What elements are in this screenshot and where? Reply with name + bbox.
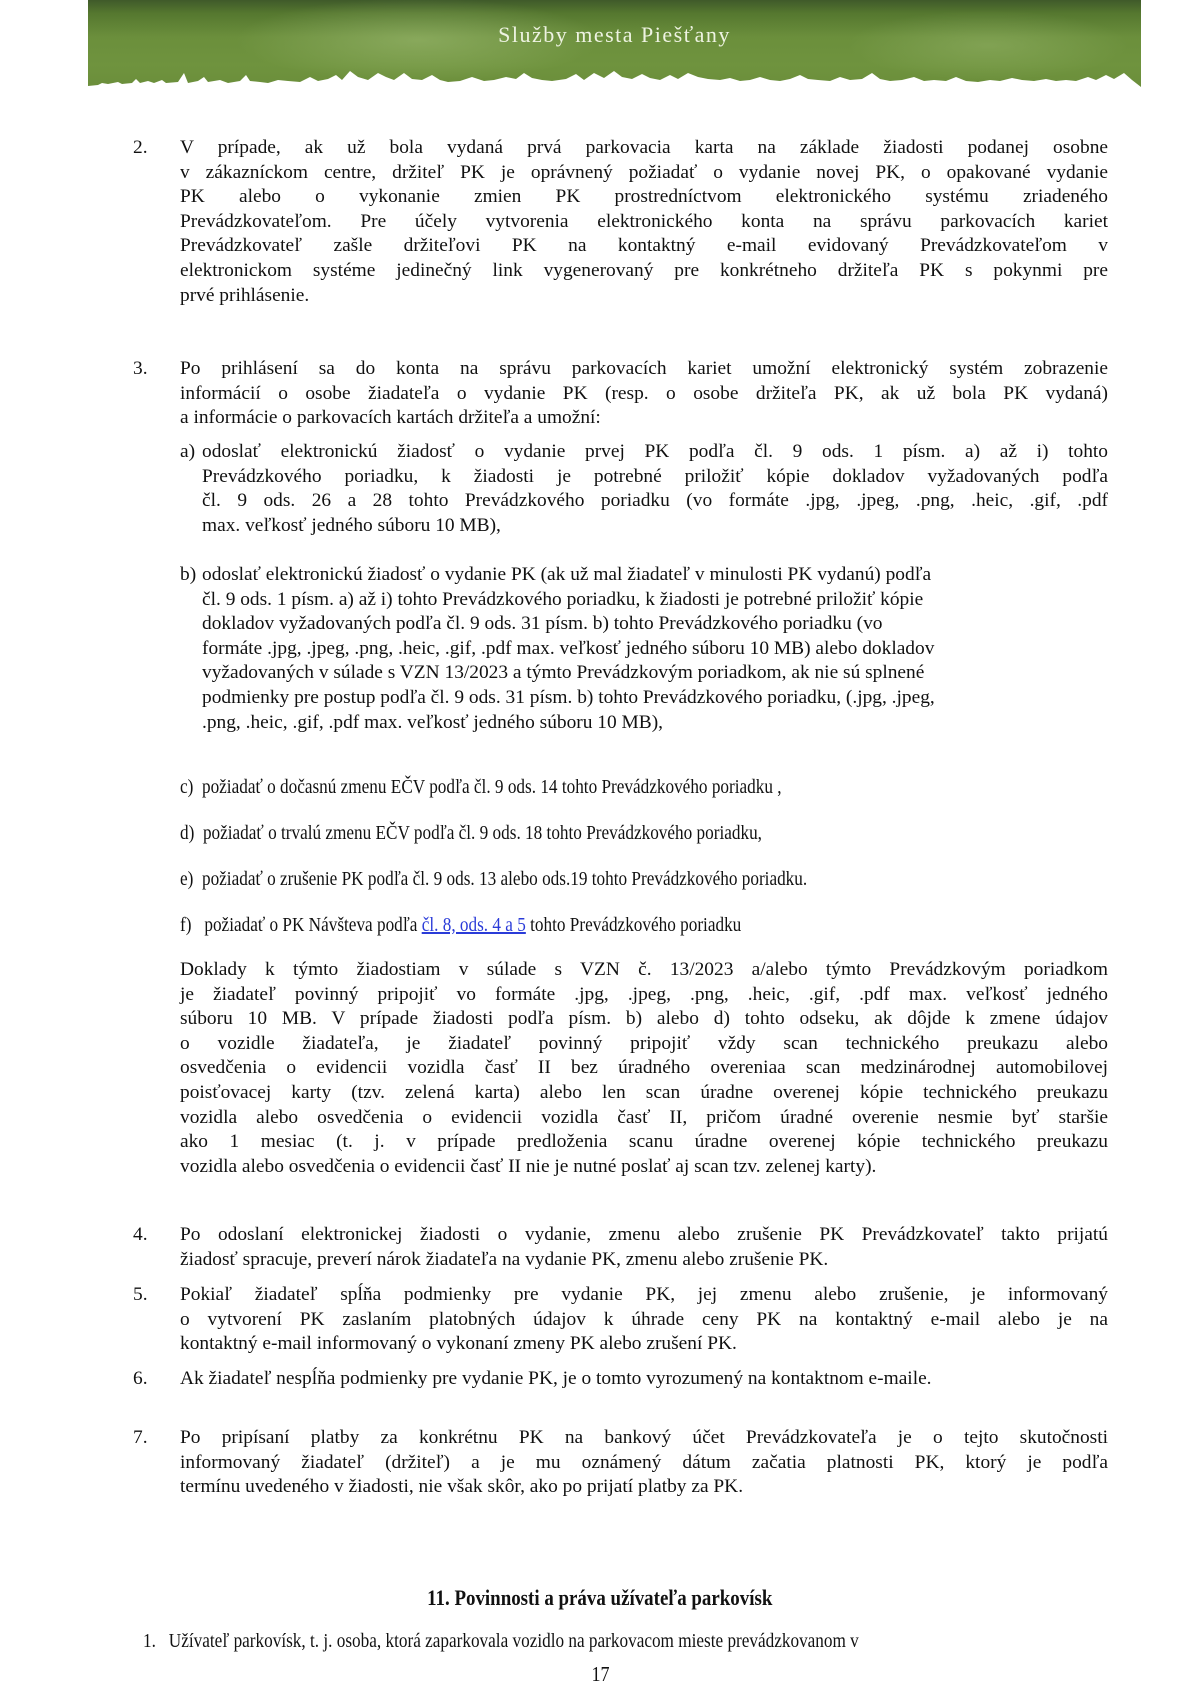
item-text (180, 357, 1108, 431)
text-line: dokladov vyžadovaných podľa čl. 9 ods. 31 písm. b) tohto Prevádzkového poriadku (vo (202, 613, 883, 635)
text-line: elektronickom systéme jedinečný link vygenerovaný pre konkrétneho držiteľa PK s pokynmi pre (180, 259, 1108, 281)
text-line: termínu uvedeného v žiadosti, nie však skôr, ako po prijatí platby za PK. (180, 1476, 744, 1498)
sub-item-f (180, 913, 1108, 938)
city-skyline-graphic (88, 53, 1141, 93)
text-line: žiadosť spracuje, preverí nárok žiadateľa na vydanie PK, zmenu alebo zrušenie PK. (180, 1248, 829, 1270)
section-item-line (143, 1629, 982, 1654)
item-number: 7. (133, 1427, 148, 1448)
sub-item-line (180, 913, 978, 938)
section-item-1 (143, 1629, 1118, 1654)
item-text (180, 136, 1108, 308)
text-line: formáte .jpg, .jpeg, .png, .heic, .gif, .pdf max. veľkosť jedného súboru 10 MB) alebo dokladov (202, 637, 935, 659)
item-text (180, 1283, 1108, 1357)
text-line: Prevádzkovateľ zašle držiteľovi PK na kontaktný e-mail evidovaný Prevádzkovateľom v (180, 235, 1108, 257)
text-line: Prevádzkového poriadku, k žiadosti je potrebné priložiť kópie dokladov vyžadovaných podľa (202, 465, 1108, 487)
text-line: .png, .heic, .gif, .pdf max. veľkosť jedného súboru 10 MB), (202, 711, 664, 733)
item-text: Užívateľ parkovísk, t. j. osoba, ktorá zaparkovala vozidlo na parkovacom mieste prevádzkovanom v (168, 1630, 859, 1652)
section-heading-text: 11. Povinnosti a práva užívateľa parkovísk (427, 1585, 773, 1610)
text-line: Prevádzkovateľom. Pre účely vytvorenia elektronického konta na správu parkovacích kariet (180, 210, 1108, 232)
sub-item-label: f) (180, 914, 192, 936)
page-number-text: 17 (590, 1662, 610, 1686)
header-banner (88, 0, 1141, 93)
text-line: podmienky pre postup podľa čl. 9 ods. 31 písm. b) tohto Prevádzkového poriadku, (.jpg, .jpeg, (202, 686, 935, 708)
item-text (180, 1426, 1108, 1500)
sub-item-c (180, 775, 1108, 800)
text-line: v zákazníckom centre, držiteľ PK je oprávnený požiadať o vydanie novej PK, o opakované vydanie (180, 161, 1108, 183)
sub-item-label: a) (180, 441, 196, 462)
text-line: osvedčenia o evidencii vozidla časť II bez úradného overeniaa scan medzinárodnej automobilovej (180, 1057, 1108, 1079)
text-line: Po prihlásení sa do konta na správu parkovacích kariet umožní elektronický systém zobrazenie (180, 358, 1108, 379)
text-line: Pokiaľ žiadateľ spĺňa podmienky pre vydanie PK, jej zmenu alebo zrušenie, je informovaný (180, 1284, 1108, 1305)
text-line: prvé prihlásenie. (180, 284, 310, 306)
text-line: ako 1 mesiac (t. j. v prípade predloženia scanu úradne overenej kópie technického preukazu (180, 1131, 1108, 1153)
text-line: odoslať elektronickú žiadosť o vydanie prvej PK podľa čl. 9 ods. 1 písm. a) až i) tohto (202, 441, 1108, 462)
sub-item-text: požiadať o trvalú zmenu EČV podľa čl. 9 ods. 18 tohto Prevádzkového poriadku, (202, 822, 762, 844)
text-line: Po odoslaní elektronickej žiadosti o vydanie, zmenu alebo zrušenie PK Prevádzkovateľ takto prijatú (180, 1224, 1108, 1245)
text-line: odoslať elektronickú žiadosť o vydanie PK (ak už mal žiadateľ v minulosti PK vydanú) podľa (202, 564, 932, 585)
item-number: 1. (143, 1630, 156, 1652)
sub-item-text: požiadať o PK Návšteva podľa (204, 914, 422, 936)
item-number: 2. (133, 137, 148, 158)
sub-item-text: tohto Prevádzkového poriadku (525, 914, 742, 936)
text-line: čl. 9 ods. 26 a 28 tohto Prevádzkového poriadku (vo formáte .jpg, .jpeg, .png, .heic, .gif, .pdf (202, 490, 1108, 512)
item-text (180, 1367, 1108, 1392)
sub-item-label: d) (180, 822, 195, 844)
banner-title: Služby mesta Piešťany (498, 22, 731, 47)
item-number: 3. (133, 358, 148, 379)
sub-item-text (202, 440, 1108, 538)
text-line: o vozidle žiadateľa, je žiadateľ povinný pripojiť vždy scan technického preukazu alebo (180, 1032, 1108, 1054)
sub-item-text (202, 563, 1042, 735)
item-number: 6. (133, 1368, 148, 1389)
text-line: súboru 10 MB. V prípade žiadosti podľa písm. b) alebo d) tohto odseku, ak dôjde k zmene údajov (180, 1008, 1108, 1030)
text-line: informovaný žiadateľ (držiteľ) a je mu oznámený dátum začatia platnosti PK, ktorý je podľa (180, 1451, 1108, 1473)
text-line: informácií o osobe žiadateľa o vydanie PK (resp. o osobe držiteľa PK, ak už bola PK vydaná) (180, 382, 1108, 404)
sub-item-label: e) (180, 868, 194, 890)
note-text (180, 958, 1108, 1179)
sub-item-text: požiadať o dočasnú zmenu EČV podľa čl. 9 ods. 14 tohto Prevádzkového poriadku , (201, 776, 782, 798)
text-line: o vytvorení PK zaslaním platobných údajov k úhrade ceny PK na kontaktný e-mail alebo je na (180, 1308, 1108, 1330)
article-reference-link[interactable]: čl. 8, ods. 4 a 5 (421, 914, 526, 936)
text-line: Po pripísaní platby za konkrétnu PK na bankový účet Prevádzkovateľa je o tejto skutočnosti (180, 1427, 1108, 1448)
text-line: a informácie o parkovacích kartách držiteľa a umožní: (180, 407, 601, 429)
item-number: 4. (133, 1224, 148, 1245)
sub-item-text: požiadať o zrušenie PK podľa čl. 9 ods. 13 alebo ods.19 tohto Prevádzkového poriadku. (201, 868, 808, 890)
text-line: vyžadovaných v súlade s VZN 13/2023 a týmto Prevádzkovým poriadkom, ak nie sú splnené (202, 662, 925, 684)
sub-item-line (180, 775, 978, 800)
text-line: poisťovacej karty (tzv. zelená karta) alebo len scan úradne overenej kópie technického preukazu (180, 1081, 1108, 1103)
text-line: Doklady k týmto žiadostiam v súlade s VZN č. 13/2023 a/alebo týmto Prevádzkovým poriadkom (180, 959, 1108, 980)
sub-item-e (180, 867, 1108, 892)
section-heading (0, 1585, 1200, 1611)
text-line: PK alebo o vykonanie zmien PK prostredníctvom elektronického systému zriadeného (180, 186, 1108, 208)
item-text (180, 1223, 1108, 1272)
sub-item-d (180, 821, 1108, 846)
text-line: čl. 9 ods. 1 písm. a) až i) tohto Prevádzkového poriadku, k žiadosti je potrebné priložiť kópie (202, 588, 924, 610)
sub-item-line (180, 867, 978, 892)
item-number: 5. (133, 1284, 148, 1305)
text-line: vozidla alebo osvedčenia o evidencii časť II nie je nutné poslať aj scan tzv. zelenej karty). (180, 1155, 877, 1177)
text-line: kontaktný e-mail informovaný o vykonaní zmeny PK alebo zrušení PK. (180, 1333, 737, 1355)
sub-item-line (180, 821, 978, 846)
text-line: V prípade, ak už bola vydaná prvá parkovacia karta na základe žiadosti podanej osobne (180, 137, 1108, 158)
text-line: je žiadateľ povinný pripojiť vo formáte .jpg, .jpeg, .png, .heic, .gif, .pdf max. veľkosť jedného (180, 983, 1108, 1005)
sub-item-label: b) (180, 564, 197, 585)
page-number (0, 1662, 1200, 1687)
text-line: Ak žiadateľ nespĺňa podmienky pre vydanie PK, je o tomto vyrozumený na kontaktnom e-maile. (180, 1368, 932, 1389)
text-line: vozidla alebo osvedčenia o evidencii vozidla časť II, pričom úradné overenie nesmie byť staršie (180, 1106, 1108, 1128)
text-line: max. veľkosť jedného súboru 10 MB), (202, 514, 501, 536)
sub-item-label: c) (180, 776, 194, 798)
